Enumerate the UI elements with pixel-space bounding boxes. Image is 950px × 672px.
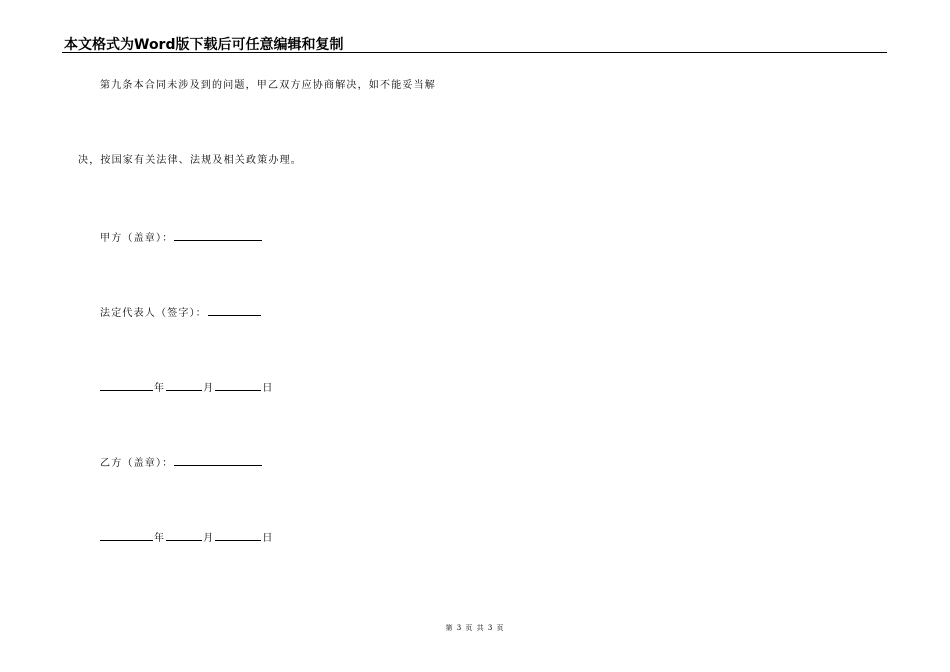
party-a-label: 甲方（盖章）： xyxy=(100,233,174,244)
date1-day-blank xyxy=(215,380,261,391)
date2-day-blank xyxy=(215,530,261,541)
date1-year-label: 年 xyxy=(154,383,166,394)
date1-year-blank xyxy=(100,380,153,391)
date-line-1 xyxy=(100,380,274,395)
date1-month-blank xyxy=(166,380,202,391)
party-b-blank xyxy=(174,455,262,466)
date-line-2 xyxy=(100,530,274,545)
legal-rep-signature-line xyxy=(100,305,262,320)
page-number-footer: 第 3 页 共 3 页 xyxy=(445,624,505,632)
paragraph-line-1: 第九条本合同未涉及到的问题，甲乙双方应协商解决，如不能妥当解 xyxy=(100,80,436,91)
paragraph-line-2: 决，按国家有关法律、法规及相关政策办理。 xyxy=(78,155,302,166)
date1-month-label: 月 xyxy=(203,383,215,394)
party-b-label: 乙方（盖章）： xyxy=(100,458,174,469)
date2-year-label: 年 xyxy=(154,533,166,544)
date2-day-label: 日 xyxy=(262,533,274,544)
date2-month-label: 月 xyxy=(203,533,215,544)
date2-month-blank xyxy=(166,530,202,541)
date1-day-label: 日 xyxy=(262,383,274,394)
header-divider xyxy=(62,52,887,53)
party-a-blank xyxy=(174,230,262,241)
party-b-signature-line xyxy=(100,455,263,470)
legal-rep-blank xyxy=(208,305,261,316)
party-a-signature-line xyxy=(100,230,263,245)
header-title: 本文格式为Word版下载后可任意编辑和复制 xyxy=(64,37,344,53)
date2-year-blank xyxy=(100,530,153,541)
legal-rep-label: 法定代表人（签字）： xyxy=(100,308,207,319)
